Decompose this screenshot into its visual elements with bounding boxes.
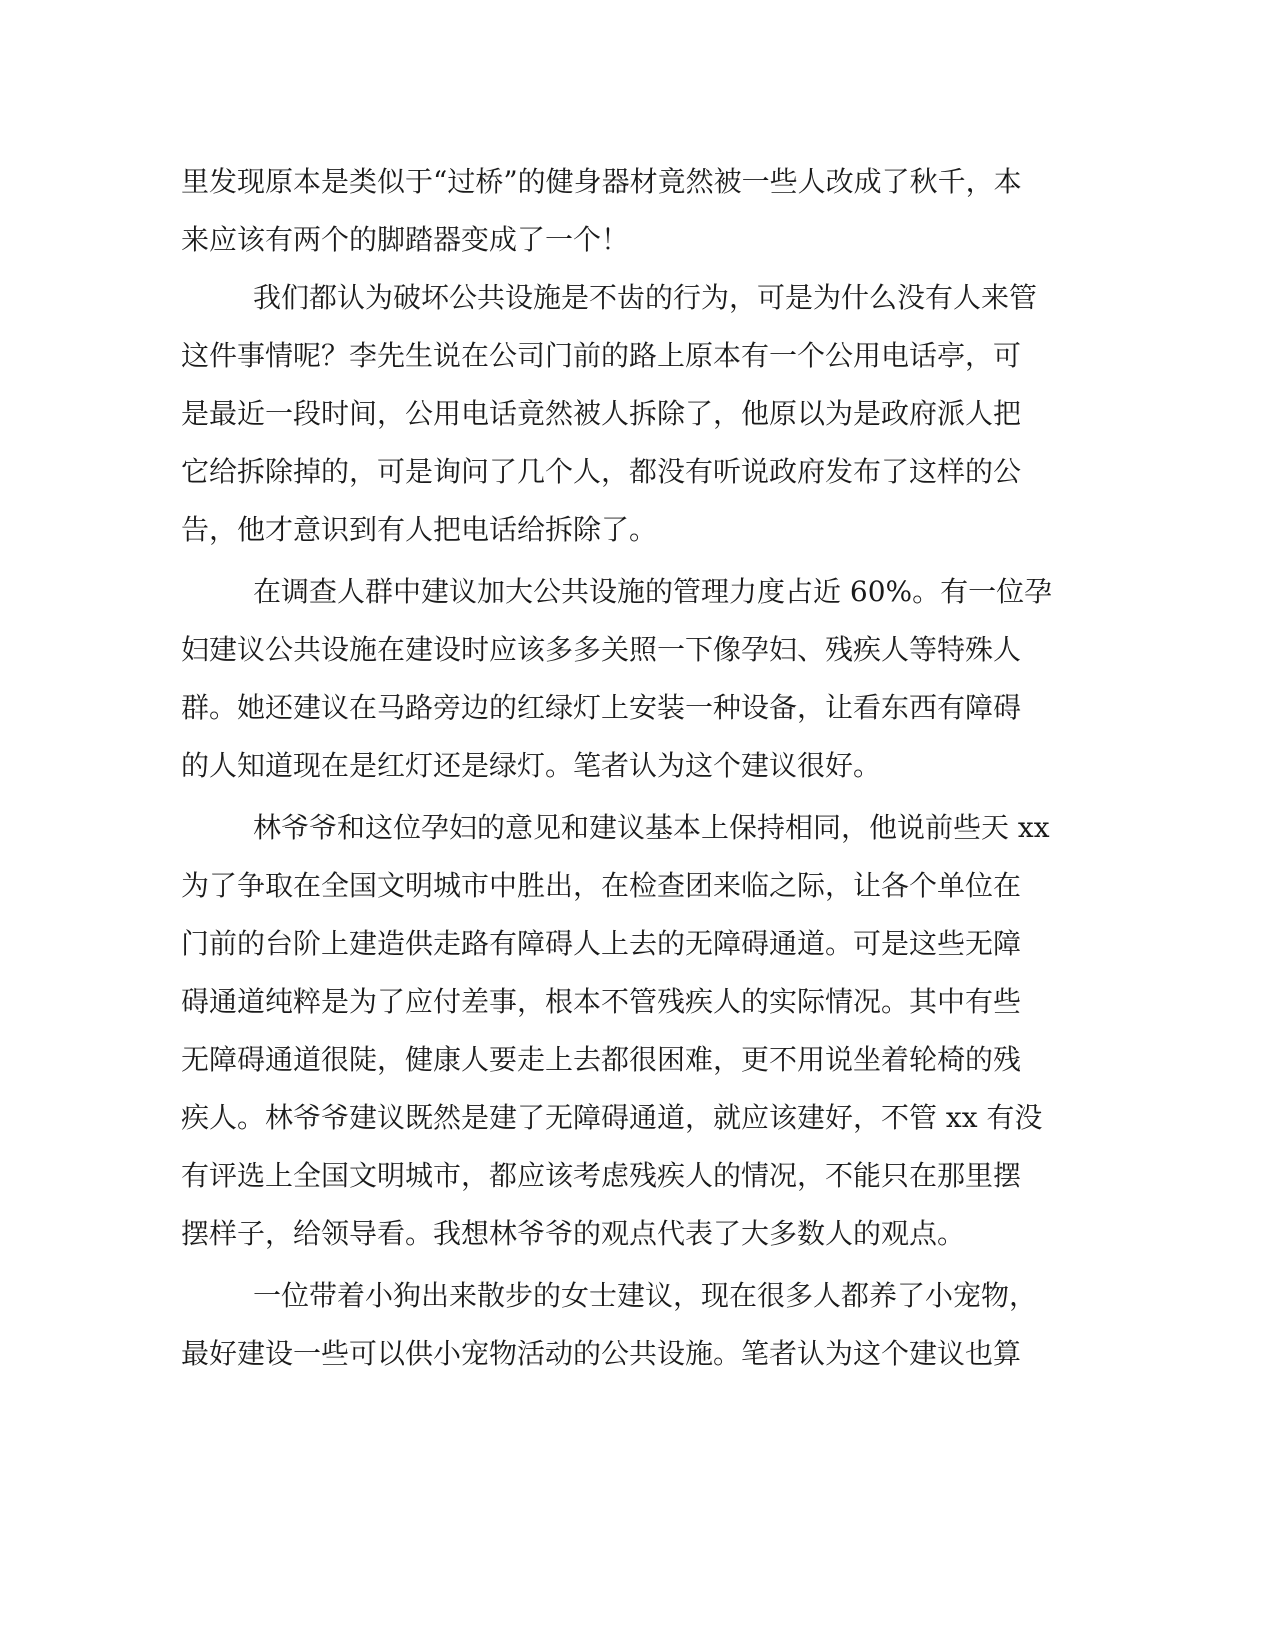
text-line: 门前的台阶上建造供走路有障碍人上去的无障碍通道。可是这些无障 xyxy=(181,927,1022,960)
text-line: 它给拆除掉的，可是询问了几个人，都没有听说政府发布了这样的公 xyxy=(181,455,1022,488)
paragraph-first-line: 林爷爷和这位孕妇的意见和建议基本上保持相同，他说前些天 xx xyxy=(253,811,1050,844)
paragraph-first-line: 一位带着小狗出来散步的女士建议，现在很多人都养了小宠物， xyxy=(253,1279,1038,1312)
text-line: 这件事情呢？李先生说在公司门前的路上原本有一个公用电话亭，可 xyxy=(181,339,1022,372)
text-line: 是最近一段时间，公用电话竟然被人拆除了，他原以为是政府派人把 xyxy=(181,397,1022,430)
text-line: 的人知道现在是红灯还是绿灯。笔者认为这个建议很好。 xyxy=(181,749,882,782)
text-line: 摆样子，给领导看。我想林爷爷的观点代表了大多数人的观点。 xyxy=(181,1217,966,1250)
text-line: 为了争取在全国文明城市中胜出，在检查团来临之际，让各个单位在 xyxy=(181,869,1022,902)
text-line: 疾人。林爷爷建议既然是建了无障碍通道，就应该建好，不管 xx 有没 xyxy=(181,1101,1043,1134)
text-line: 来应该有两个的脚踏器变成了一个！ xyxy=(181,223,630,256)
text-line: 最好建设一些可以供小宠物活动的公共设施。笔者认为这个建议也算 xyxy=(181,1337,1022,1370)
paragraph-first-line: 我们都认为破坏公共设施是不齿的行为，可是为什么没有人来管 xyxy=(253,281,1038,314)
text-line: 碍通道纯粹是为了应付差事，根本不管残疾人的实际情况。其中有些 xyxy=(181,985,1022,1018)
text-line: 告，他才意识到有人把电话给拆除了。 xyxy=(181,513,658,546)
text-line: 无障碍通道很陡，健康人要走上去都很困难，更不用说坐着轮椅的残 xyxy=(181,1043,1022,1076)
paragraph-first-line: 在调查人群中建议加大公共设施的管理力度占近 60%。有一位孕 xyxy=(253,575,1053,608)
text-line: 群。她还建议在马路旁边的红绿灯上安装一种设备，让看东西有障碍 xyxy=(181,691,1022,724)
text-line: 妇建议公共设施在建设时应该多多关照一下像孕妇、残疾人等特殊人 xyxy=(181,633,1022,666)
text-line: 里发现原本是类似于“过桥”的健身器材竟然被一些人改成了秋千，本 xyxy=(181,165,1022,198)
text-line: 有评选上全国文明城市，都应该考虑残疾人的情况，不能只在那里摆 xyxy=(181,1159,1022,1192)
